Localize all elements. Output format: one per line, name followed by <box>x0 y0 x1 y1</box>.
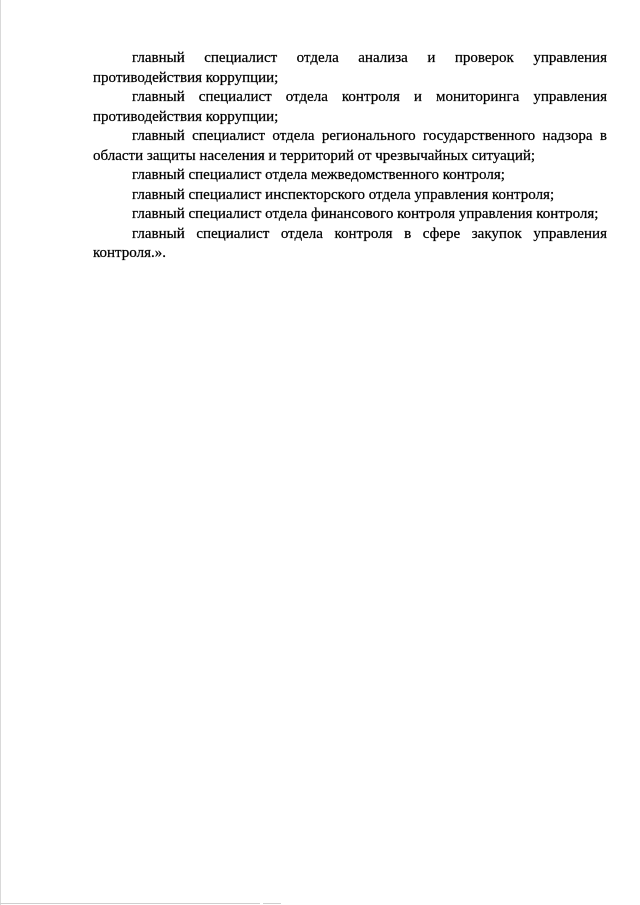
scan-left-edge <box>0 0 1 905</box>
position-item-5: главный специалист инспекторского отдела управления контроля; <box>132 186 555 203</box>
document-body <box>93 49 607 264</box>
position-item-2: главный специалист отдела контроля и мониторинга управления противодействия коррупции; <box>93 89 607 125</box>
position-item-1: главный специалист отдела анализа и проверок управления противодействия коррупции; <box>93 50 607 86</box>
position-item-7: главный специалист отдела контроля в сфере закупок управления контроля.». <box>93 225 607 261</box>
position-item-6: главный специалист отдела финансового контроля управления контроля; <box>132 206 599 222</box>
scan-bottom-edge <box>0 903 260 904</box>
scan-bottom-edge-mark <box>263 903 281 904</box>
position-item-4: главный специалист отдела межведомственного контроля; <box>132 167 505 183</box>
position-item-3: главный специалист отдела регионального государственного надзора в области защиты населения и территорий от чрезвычайных ситуаций; <box>93 128 607 164</box>
